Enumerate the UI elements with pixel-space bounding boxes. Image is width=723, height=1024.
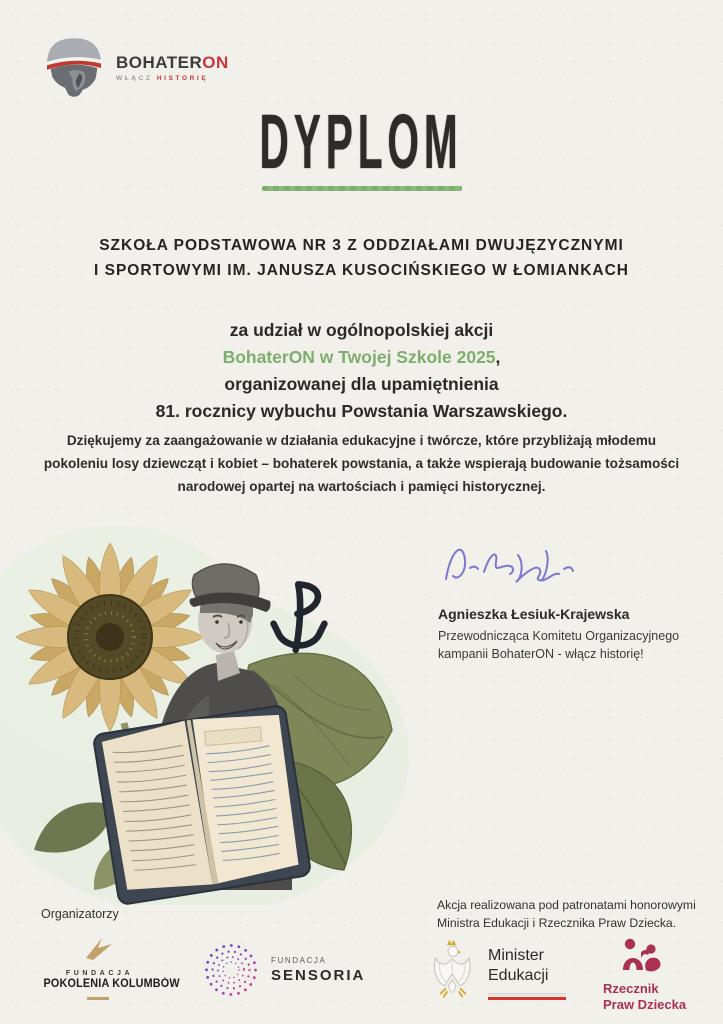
brand-wordmark [116, 54, 229, 72]
logo-minister-edukacji [430, 938, 566, 1000]
sensoria-fundacja-label: FUNDACJA [271, 956, 327, 965]
logo-fundacja-sensoria [202, 941, 365, 999]
minister-flag-underline [488, 993, 566, 1000]
handwritten-signature [438, 533, 588, 591]
kolumbow-name-label: POKOLENIA KOLUMBÓW [43, 978, 180, 990]
logo-fundacja-pokolenia-kolumbow [40, 936, 180, 1000]
minister-label-line1: Minister [488, 947, 545, 964]
rzecznik-label-line1: Rzecznik [603, 981, 659, 996]
award-reason-line3: organizowanej dla upamiętnienia [224, 374, 499, 394]
sensoria-name-label: SENSORIA [271, 967, 366, 984]
minister-label-line2: Edukacji [488, 967, 549, 984]
diary-icon [93, 705, 312, 905]
signatory-role-line2: kampanii BohaterON - włącz historię! [438, 647, 644, 661]
award-reason [0, 317, 723, 425]
collage-illustration [0, 505, 424, 905]
organizers-label: Organizatorzy [41, 907, 119, 921]
campaign-name: BohaterON w Twojej Szkole 2025 [222, 347, 496, 367]
brand-word-accent: ON [202, 53, 229, 72]
sensoria-icon [202, 941, 260, 999]
kolumbow-dash [87, 997, 109, 1000]
patronage-line1: Akcja realizowana pod patronatami honorowymi [437, 898, 696, 912]
school-name-line1: SZKOŁA PODSTAWOWA NR 3 Z ODDZIAŁAMI DWUJĘZYCZNYMI [99, 237, 624, 254]
school-name-line2: I SPORTOWYMI IM. JANUSZA KUSOCIŃSKIEGO W ŁOMIANKACH [94, 262, 629, 279]
title-underline [0, 186, 723, 191]
school-name [0, 233, 723, 283]
signature-block [438, 533, 710, 663]
thanks-paragraph: Dziękujemy za zaangażowanie w działania edukacyjne i twórcze, które przybliżają młodemu pokoleniu losy dziewcząt i kobiet – bohaterek powstania, a także wspierają budowanie tożsamości narodowej opartej na wartościach i pamięci historycznej. [43, 433, 680, 494]
brand-tagline: WŁĄCZ HISTORIĘ [116, 75, 209, 82]
origami-bird-icon [81, 936, 115, 962]
signatory-name: Agnieszka Łesiuk-Krajewska [438, 606, 630, 622]
patronage-line2: Ministra Edukacji i Rzecznika Praw Dziecka. [437, 916, 677, 930]
signatory-role-line1: Przewodnicząca Komitetu Organizacyjnego [438, 629, 680, 643]
award-reason-line2: BohaterON w Twojej Szkole 2025, [222, 347, 501, 367]
helmet-logo-icon [36, 32, 112, 104]
bohateron-logo [36, 32, 229, 104]
logo-rzecznik-praw-dziecka [603, 938, 715, 1013]
patronage-note [437, 896, 696, 932]
eagle-icon [430, 938, 476, 1000]
page-title: DYPLOM [259, 99, 464, 186]
kolumbow-fundacja-label: FUNDACJA [65, 970, 134, 977]
brand-word-main: BOHATER [116, 53, 203, 72]
award-reason-line4: 81. rocznicy wybuchu Powstania Warszawskiego. [155, 401, 568, 421]
rzecznik-label-line2: Praw Dziecka [603, 997, 687, 1012]
award-reason-line1: za udział w ogólnopolskiej akcji [229, 320, 494, 340]
rzecznik-icon [621, 938, 665, 972]
